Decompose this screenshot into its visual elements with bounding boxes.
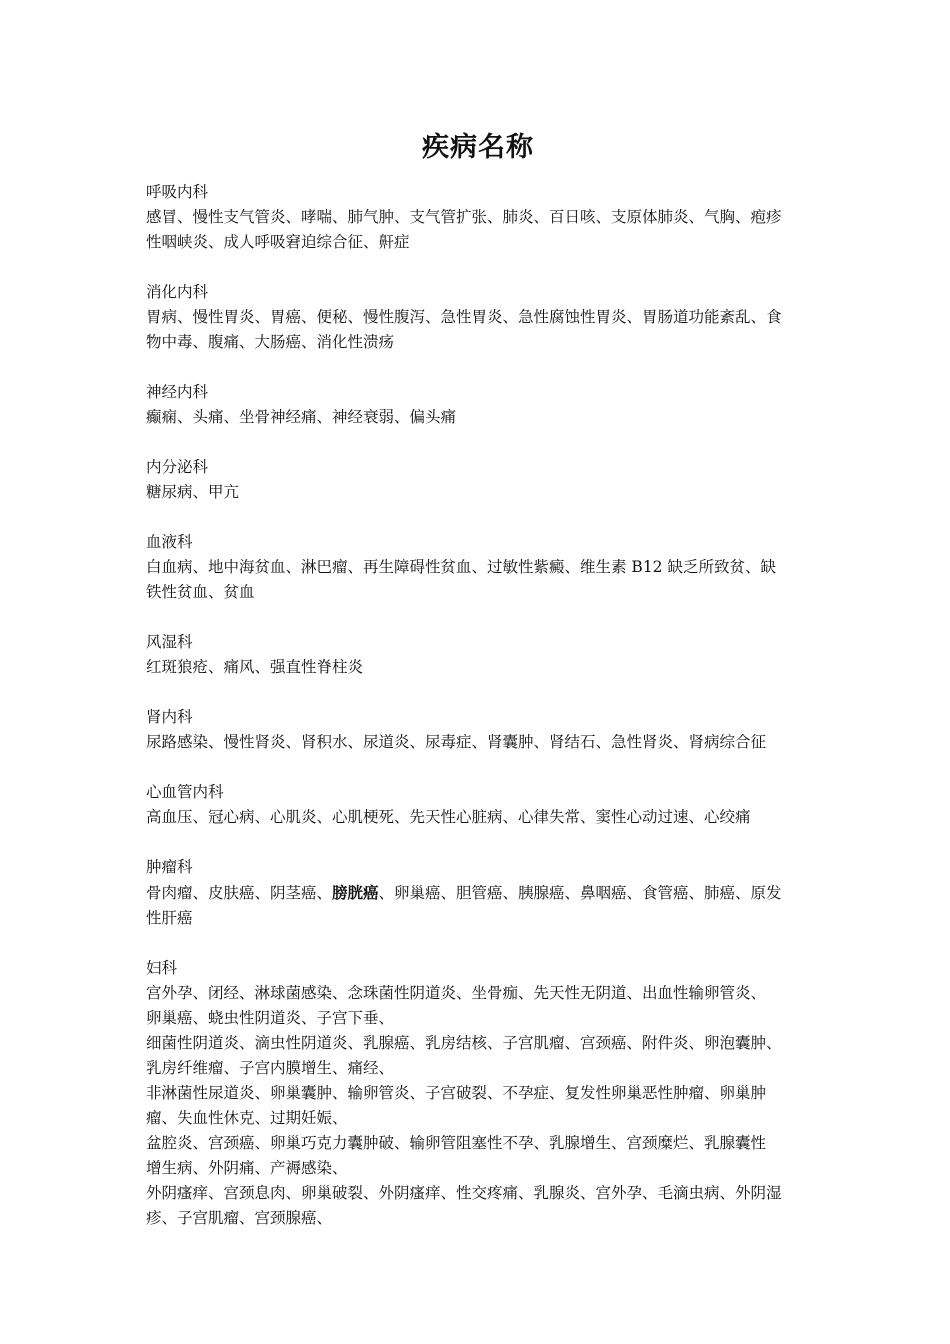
section-endocrinology (146, 455, 810, 505)
section-hematology (146, 530, 810, 605)
disease-line: 瘤、失血性休克、过期妊娠、 (146, 1109, 348, 1127)
disease-line: 宫外孕、闭经、淋球菌感染、念珠菌性阴道炎、坐骨痂、先天性无阴道、出血性输卵管炎、 (146, 984, 767, 1002)
department-heading: 风湿科 (146, 633, 193, 651)
section-rheumatology (146, 630, 810, 680)
department-heading: 心血管内科 (146, 783, 224, 801)
disease-text: 骨肉瘤、皮肤癌、阴茎癌、 (146, 884, 333, 902)
document-page (146, 128, 810, 1256)
disease-line: 高血压、冠心病、心肌炎、心肌梗死、先天性心脏病、心律失常、窦性心动过速、心绞痛 (146, 808, 751, 826)
document-title: 疾病名称 (422, 132, 534, 163)
disease-line: 盆腔炎、宫颈癌、卵巢巧克力囊肿破、输卵管阻塞性不孕、乳腺增生、宫颈糜烂、乳腺囊性 (146, 1134, 767, 1152)
highlighted-disease: 膀胱癌 (332, 883, 379, 902)
department-heading: 肿瘤科 (146, 858, 193, 876)
section-respiratory (146, 180, 810, 255)
department-heading: 神经内科 (146, 383, 209, 401)
disease-line: 感冒、慢性支气管炎、哮喘、肺气肿、支气管扩张、肺炎、百日咳、支原体肺炎、气胸、疱疹 (146, 208, 782, 226)
disease-line: 铁性贫血、贫血 (146, 583, 255, 601)
section-oncology (146, 855, 810, 931)
section-cardiology (146, 780, 810, 830)
disease-list (146, 805, 810, 830)
section-gynecology (146, 956, 810, 1231)
disease-line: 性肝癌 (146, 909, 193, 927)
department-heading: 血液科 (146, 533, 193, 551)
disease-line: 胃病、慢性胃炎、胃癌、便秘、慢性腹泻、急性胃炎、急性腐蚀性胃炎、胃肠道功能紊乱、食 (146, 308, 782, 326)
disease-line (146, 880, 810, 906)
disease-list (146, 555, 810, 605)
disease-line: 外阴瘙痒、宫颈息肉、卵巢破裂、外阴瘙痒、性交疼痛、乳腺炎、宫外孕、毛滴虫病、外阴湿 (146, 1184, 782, 1202)
department-heading: 呼吸内科 (146, 183, 209, 201)
disease-list (146, 205, 810, 255)
section-nephrology (146, 705, 810, 755)
disease-list (146, 981, 810, 1231)
disease-list (146, 305, 810, 355)
disease-line: 红斑狼疮、痛风、强直性脊柱炎 (146, 658, 364, 676)
disease-line: 增生病、外阴痛、产褥感染、 (146, 1159, 348, 1177)
disease-line: 尿路感染、慢性肾炎、肾积水、尿道炎、尿毒症、肾囊肿、肾结石、急性肾炎、肾病综合征 (146, 733, 767, 751)
disease-list (146, 480, 810, 505)
department-heading: 消化内科 (146, 283, 209, 301)
disease-line: 乳房纤维瘤、子宫内膜增生、痛经、 (146, 1059, 395, 1077)
department-heading: 妇科 (146, 959, 178, 977)
disease-list (146, 405, 810, 430)
department-heading: 肾内科 (146, 708, 193, 726)
disease-line: 卵巢癌、蛲虫性阴道炎、子宫下垂、 (146, 1009, 395, 1027)
disease-line: 非淋菌性尿道炎、卵巢囊肿、输卵管炎、子宫破裂、不孕症、复发性卵巢恶性肿瘤、卵巢肿 (146, 1084, 767, 1102)
disease-line: 性咽峡炎、成人呼吸窘迫综合征、鼾症 (146, 233, 410, 251)
disease-line: 癫痫、头痛、坐骨神经痛、神经衰弱、偏头痛 (146, 408, 457, 426)
disease-line: 物中毒、腹痛、大肠癌、消化性溃疡 (146, 333, 395, 351)
section-neurology (146, 380, 810, 430)
disease-line: 糖尿病、甲亢 (146, 483, 240, 501)
disease-line: 细菌性阴道炎、滴虫性阴道炎、乳腺癌、乳房结核、子宫肌瘤、宫颈癌、附件炎、卵泡囊肿、 (146, 1034, 782, 1052)
disease-text: 、卵巢癌、胆管癌、胰腺癌、鼻咽癌、食管癌、肺癌、原发 (378, 884, 782, 902)
disease-line: 白血病、地中海贫血、淋巴瘤、再生障碍性贫血、过敏性紫癜、维生素 B12 缺乏所致贫、缺 (146, 558, 776, 576)
disease-list (146, 880, 810, 931)
department-heading: 内分泌科 (146, 458, 209, 476)
disease-list (146, 730, 810, 755)
section-gastroenterology (146, 280, 810, 355)
disease-list (146, 655, 810, 680)
disease-line: 疹、子宫肌瘤、宫颈腺癌、 (146, 1209, 333, 1227)
